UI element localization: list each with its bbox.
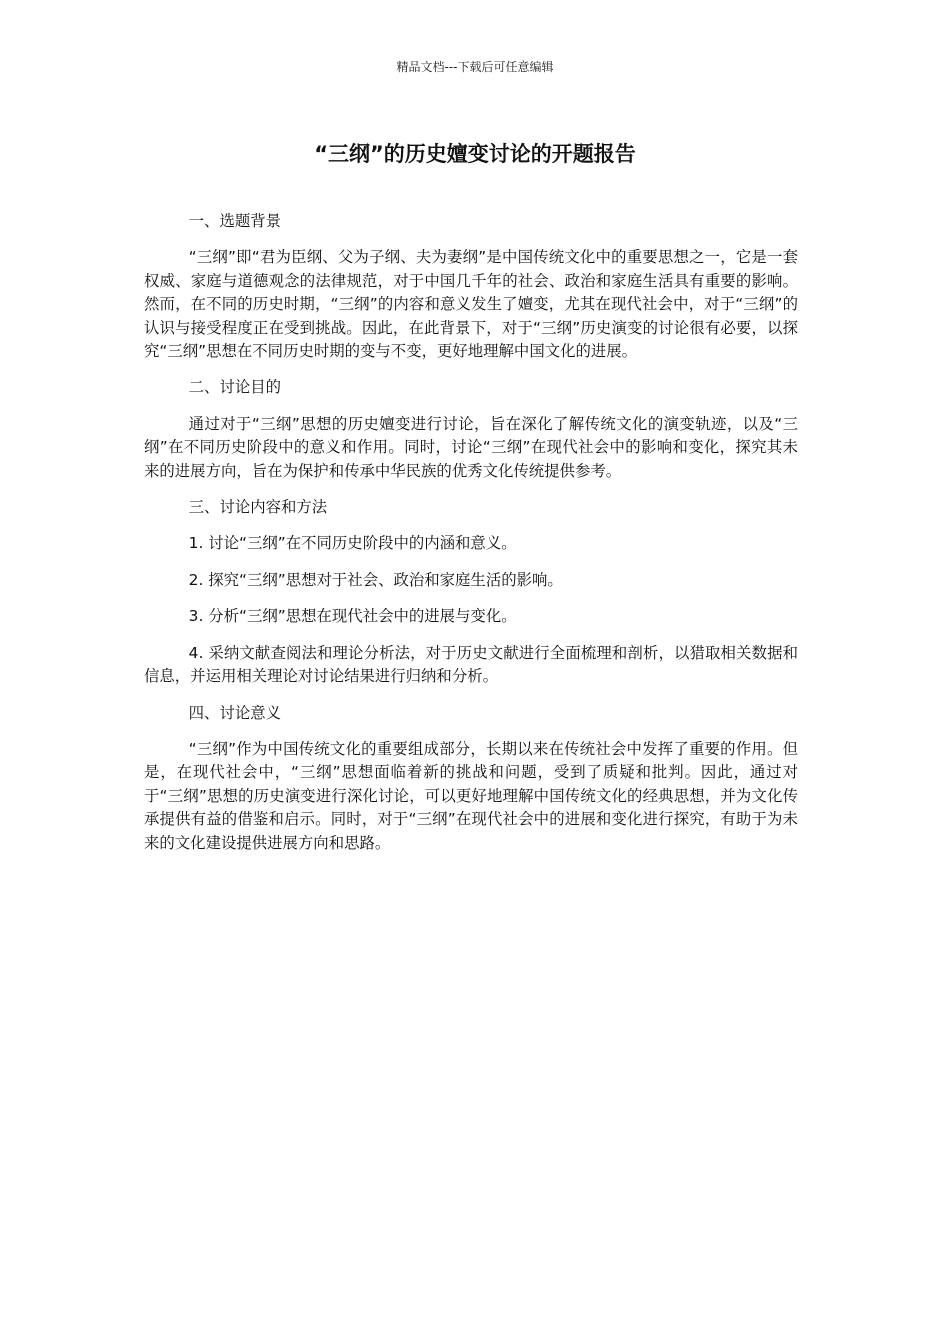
page-header-watermark: 精品文档---下载后可任意编辑 [396,60,554,74]
document-title: “三纲”的历史嬗变讨论的开题报告 [314,142,636,166]
paragraph-background: “三纲”即“君为臣纲、父为子纲、夫为妻纲”是中国传统文化中的重要思想之一，它是一套权威、家庭与道德观念的法律规范，对于中国几千年的社会、政治和家庭生活具有重要的影响。然而，在不同的历史时期，“三纲”的内容和意义发生了嬗变，尤其在现代社会中，对于“三纲”的认识与接受程度正在受到挑战。因此，在此背景下，对于“三纲”历史演变的讨论很有必要，以探究“三纲”思想在不同历史时期的变与不变，更好地理解中国文化的进展。 [144,248,798,361]
section-heading-background: 一、选题背景 [188,212,282,230]
list-item-content-1: 1. 讨论“三纲”在不同历史阶段中的内涵和意义。 [188,534,517,553]
section-heading-significance: 四、讨论意义 [188,703,282,722]
document-body [144,210,798,868]
list-item-content-2: 2. 探究“三纲”思想对于社会、政治和家庭生活的影响。 [188,570,563,589]
list-item-content-3: 3. 分析“三纲”思想在现代社会中的进展与变化。 [188,607,517,626]
list-item-content-4: 4. 采纳文献查阅法和理论分析法，对于历史文献进行全面梳理和剖析，以猎取相关数据和信息，并运用相关理论对讨论结果进行归纳和分析。 [144,643,798,686]
section-heading-content-method: 三、讨论内容和方法 [188,498,328,517]
paragraph-purpose: 通过对于“三纲”思想的历史嬗变进行讨论，旨在深化了解传统文化的演变轨迹，以及“三纲”在不同历史阶段中的意义和作用。同时，讨论“三纲”在现代社会中的影响和变化，探究其未来的进展方向，旨在为保护和传承中华民族的优秀文化传统提供参考。 [144,414,798,480]
paragraph-significance: “三纲”作为中国传统文化的重要组成部分，长期以来在传统社会中发挥了重要的作用。但是，在现代社会中，“三纲”思想面临着新的挑战和问题，受到了质疑和批判。因此，通过对于“三纲”思想的历史演变进行深化讨论，可以更好地理解中国传统文化的经典思想，并为文化传承提供有益的借鉴和启示。同时，对于“三纲”在现代社会中的进展和变化进行探究，有助于为未来的文化建设提供进展方向和思路。 [144,739,798,852]
section-heading-purpose: 二、讨论目的 [188,378,282,397]
